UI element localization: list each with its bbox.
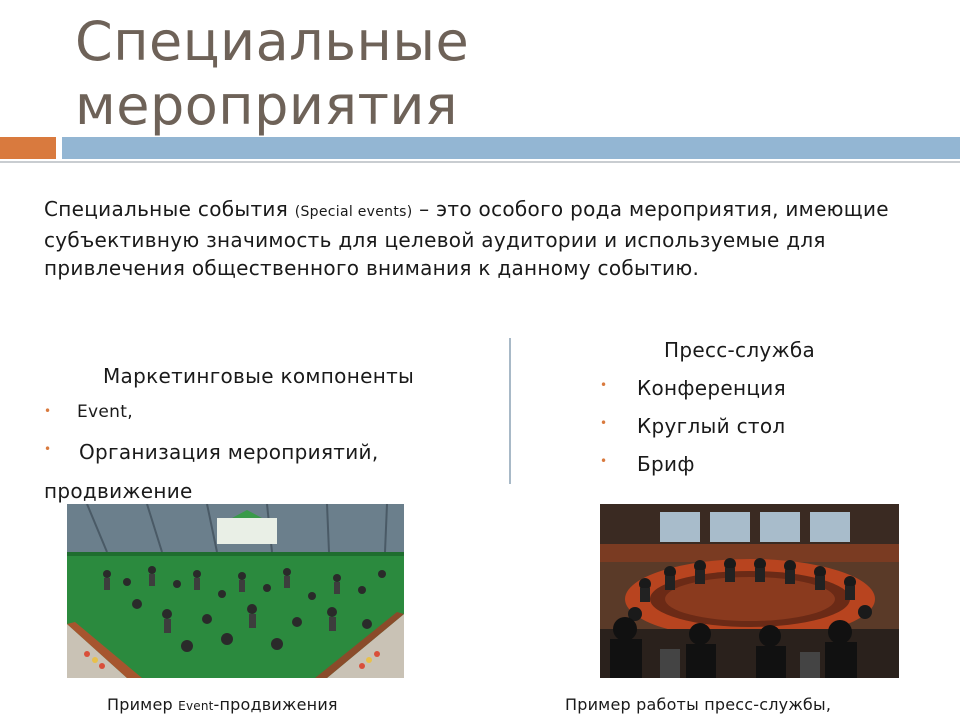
event-hall-image — [67, 504, 404, 678]
bullet-icon: • — [44, 442, 52, 456]
slide-title-line-2: мероприятия — [75, 74, 458, 137]
list-item-label: Организация мероприятий, — [79, 440, 379, 464]
list-item-label: Бриф — [637, 452, 695, 476]
bullet-icon: • — [44, 404, 52, 418]
column-divider — [509, 338, 511, 484]
intro-paragraph — [44, 195, 944, 282]
press-photo-caption: Пример работы пресс-службы, — [565, 695, 832, 714]
intro-text-1: Специальные события — [44, 197, 295, 221]
orange-accent-bar — [0, 137, 56, 159]
press-service-heading: Пресс-служба — [664, 338, 816, 362]
press-service-photo — [600, 504, 899, 678]
blue-accent-bar — [62, 137, 960, 159]
slide-title-line-1: Специальные — [75, 10, 470, 73]
divider-line — [0, 161, 960, 163]
bullet-icon: • — [600, 416, 608, 430]
list-item-label: Event, — [77, 402, 133, 422]
caption-text-2: -продвижения — [213, 695, 338, 714]
list-item-label: Круглый стол — [637, 414, 786, 438]
intro-text-english: (Special events) — [294, 204, 413, 220]
list-item-continuation: продвижение — [44, 479, 193, 503]
intro-text-2: – это особого рода мероприятия, имеющие субъективную значимость для целевой аудитории и используемые для привлечения общественного внимания к данному событию. — [44, 197, 889, 280]
event-promotion-photo — [67, 504, 404, 678]
list-item-label: Конференция — [637, 376, 786, 400]
caption-text-1: Пример — [107, 695, 179, 714]
event-photo-caption — [107, 695, 338, 714]
bullet-icon: • — [600, 378, 608, 392]
bullet-icon: • — [600, 454, 608, 468]
slide-title — [75, 10, 469, 138]
round-table-image — [600, 504, 899, 678]
caption-text-english: Event — [178, 699, 214, 713]
marketing-components-heading: Маркетинговые компоненты — [103, 364, 415, 388]
